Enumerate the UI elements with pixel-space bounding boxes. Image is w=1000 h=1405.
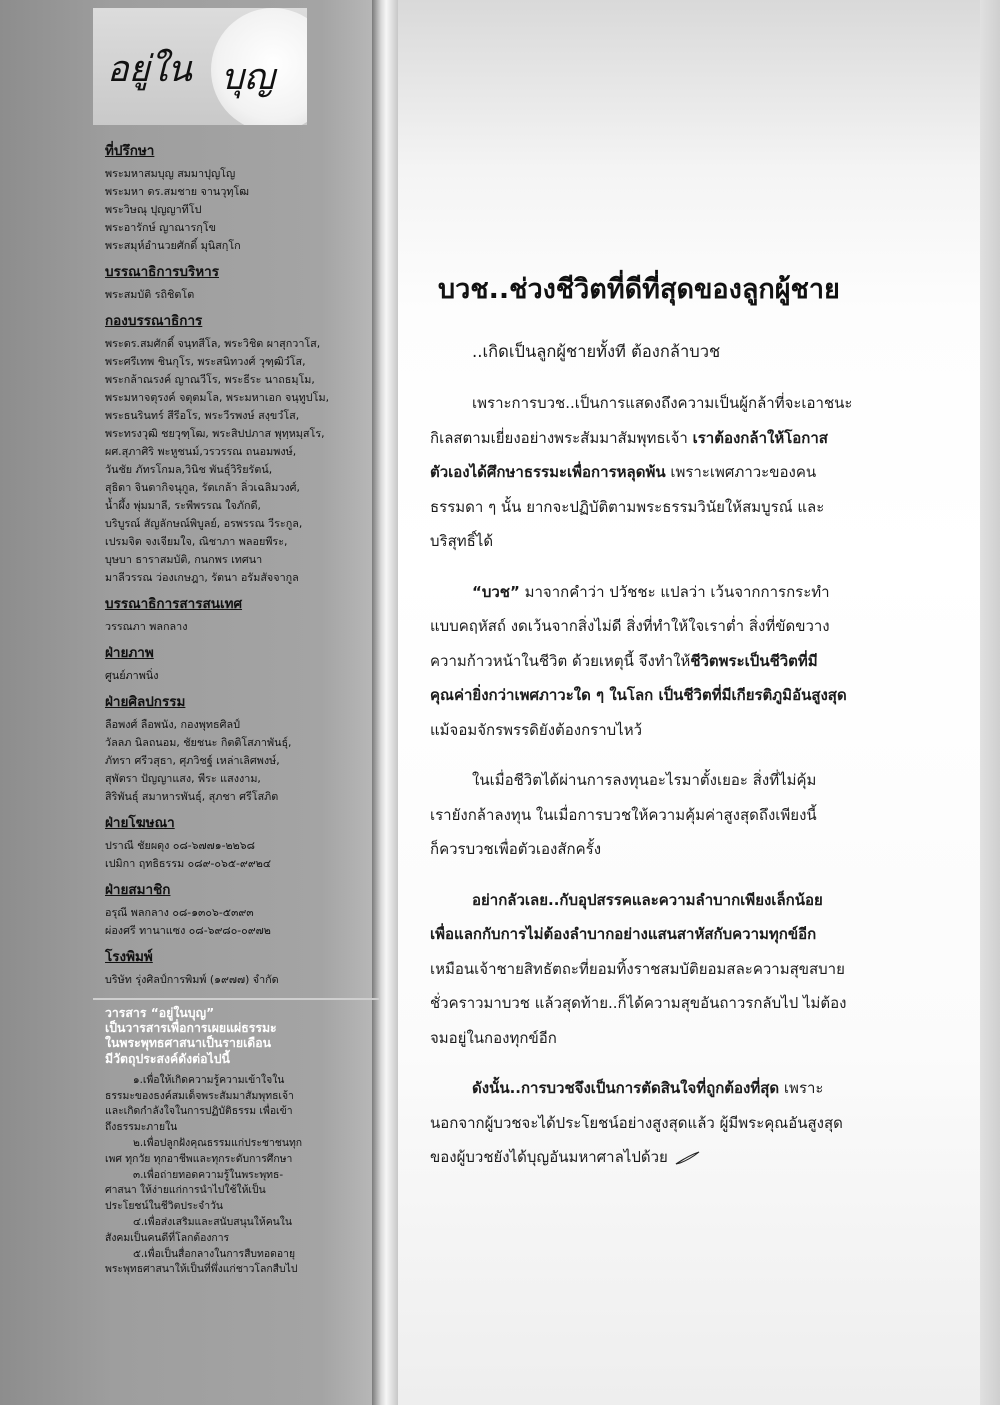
bold-text: เราต้องกล้าให้โอกาส	[692, 428, 828, 447]
logo-text-1: อยู่ใน	[107, 49, 192, 90]
paragraph-line	[430, 678, 918, 713]
paragraph-line	[430, 952, 918, 987]
article-paragraph	[430, 763, 918, 867]
masthead	[105, 143, 367, 1278]
text-run: ของผู้บวชยังได้บุญอันมหาศาลไปด้วย	[430, 1148, 668, 1166]
article-body	[430, 386, 918, 1191]
book-spine	[372, 0, 398, 1405]
masthead-line: เปมิกา ฤทธิธรรม ๐๘๙-๐๖๕-๙๙๒๔	[105, 857, 272, 870]
bold-text: ตัวเองได้ศึกษาธรรมะเพื่อการหลุดพ้น	[430, 463, 666, 481]
paragraph-line	[430, 1106, 918, 1141]
quill-pen-icon	[674, 1151, 700, 1165]
objective-line: ศาสนา ให้ง่ายแก่การนำไปใช้ให้เป็น	[105, 1184, 266, 1197]
objective-line: ๕.เพื่อเป็นสื่อกลางในการสืบทอดอายุ	[133, 1247, 296, 1260]
masthead-line: วรรณภา พลกลาง	[105, 620, 188, 633]
bold-text: “บวช”	[472, 582, 520, 601]
paragraph-line	[430, 1021, 918, 1056]
paragraph-line	[430, 524, 918, 559]
about-title-line: ในพระพุทธศาสนาเป็นรายเดือน	[105, 1036, 272, 1051]
text-run: ในเมื่อชีวิตได้ผ่านการลงทุนอะไรมาตั้งเยอะ สิ่งที่ไม่คุ้ม	[472, 771, 817, 789]
masthead-line: วัลลภ นิลถนอม, ชัยชนะ กิตติโสภาพันธุ์,	[105, 736, 292, 749]
page-edge	[980, 0, 1000, 1405]
masthead-line: บริบูรณ์ สัญลักษณ์พิบูลย์, อรพรรณ วีระกูล,	[105, 517, 303, 530]
objective-line: ๑.เพื่อให้เกิดความรู้ความเข้าใจใน	[133, 1073, 285, 1086]
text-run: ชั่วคราวมาบวช แล้วสุดท้าย..ก็ได้ความสุขอันถาวรกลับไป ไม่ต้อง	[430, 994, 847, 1012]
masthead-section	[105, 264, 367, 304]
text-run: แม้จอมจักรพรรดิยังต้องกราบไหว้	[430, 720, 643, 739]
paragraph-line	[430, 609, 918, 644]
paragraph-line	[430, 798, 918, 833]
masthead-line: พระสมุห์อำนวยศักดิ์ มุนิสกฺโก	[105, 239, 241, 252]
paragraph-line	[430, 386, 918, 421]
about-title-line: วารสาร “อยู่ในบุญ”	[105, 1006, 215, 1020]
paragraph-line	[430, 455, 918, 490]
masthead-section	[105, 694, 367, 806]
text-run: ก็ควรบวชเพื่อตัวเองสักครั้ง	[430, 840, 602, 858]
bold-text: อย่ากลัวเลย..กับอุปสรรคและความลำบากเพียงเล็กน้อย	[472, 890, 823, 909]
masthead-line: พระกล้าณรงค์ ญาณวีโร, พระธีระ นาถธมฺโม,	[105, 373, 315, 386]
paragraph-line	[430, 917, 918, 952]
masthead-line: สิริพันธุ์ สมาหารพันธุ์, สุภชา ศรีโสภิต	[105, 790, 279, 803]
text-run: เหมือนเจ้าชายสิทธัตถะที่ยอมทิ้งราชสมบัติยอมสละความสุขสบาย	[430, 959, 845, 978]
objective-line: ๔.เพื่อส่งเสริมและสนับสนุนให้คนใน	[133, 1215, 292, 1228]
objective-line: ประโยชน์ในชีวิตประจำวัน	[105, 1200, 224, 1213]
article-paragraph	[430, 883, 918, 1056]
masthead-line: พระมหา ดร.สมชาย จานวุทฺโฒ	[105, 185, 250, 198]
masthead-line: พระทรงวุฒิ ชยวุฑฺโฒ, พระสิปปภาส พุทฺหมฺสโร,	[105, 427, 325, 440]
paragraph-line	[430, 763, 918, 798]
text-run: เพราะเพศภาวะของคน	[665, 463, 817, 481]
text-run: มาจากคำว่า ปวัชชะ แปลว่า เว้นจากการกระทำ	[519, 582, 830, 601]
paragraph-line	[430, 832, 918, 867]
objective-line: ๒.เพื่อปลูกฝังคุณธรรมแก่ประชาชนทุก	[133, 1137, 303, 1149]
bold-text: เพื่อแลกกับการไม่ต้องลำบากอย่างแสนสาหัสกับความทุกข์อีก	[430, 925, 817, 943]
paragraph-line	[430, 713, 918, 748]
masthead-line: มาลีวรรณ ว่องเกษฎา, รัตนา อรัมสัจจากูล	[105, 571, 299, 584]
logo-text-2: บุญ	[221, 57, 275, 98]
masthead-line: พระดร.สมศักดิ์ จนฺทสีโล, พระวิชิต ผาสุกวาโส,	[105, 337, 321, 350]
article-headline: บวช..ช่วงชีวิตที่ดีที่สุดของลูกผู้ชาย	[438, 274, 840, 305]
masthead-section-title: ฝ่ายสมาชิก	[105, 882, 171, 898]
masthead-line: ศูนย์ภาพนิ่ง	[105, 669, 159, 682]
masthead-section-title: ฝ่ายภาพ	[105, 645, 154, 661]
masthead-line: ผ่องศรี ทานาแซง ๐๘-๖๙๘๐-๐๙๗๒	[105, 924, 271, 937]
masthead-section-title: โรงพิมพ์	[105, 949, 153, 965]
bold-text: ดังนั้น..การบวชจึงเป็นการตัดสินใจที่ถูกต้องที่สุด	[472, 1079, 780, 1097]
text-run: เรายังกล้าลงทุน ในเมื่อการบวชให้ความคุ้มค่าสูงสุดถึงเพียงนี้	[430, 805, 817, 824]
article-paragraph	[430, 386, 918, 559]
masthead-section	[105, 882, 367, 940]
masthead-line: พระสมบัติ รถิชิตโต	[105, 288, 195, 301]
text-run: ธรรมดา ๆ นั้น ยากจะปฏิบัติตามพระธรรมวินัยให้สมบูรณ์ และ	[430, 497, 825, 516]
text-run: จมอยู่ในกองทุกข์อีก	[430, 1028, 557, 1047]
article-subheadline: ..เกิดเป็นลูกผู้ชายทั้งที ต้องกล้าบวช	[472, 342, 721, 361]
masthead-section	[105, 645, 367, 685]
masthead-section-title: บรรณาธิการสารสนเทศ	[105, 596, 243, 612]
paragraph-line	[430, 644, 918, 679]
text-run: ความก้าวหน้าในชีวิต ด้วยเหตุนี้ จึงทำให้	[430, 651, 691, 670]
masthead-line: บุษบา ธาราสมบัติ, กนกพร เทศนา	[105, 553, 263, 566]
masthead-line: วันชัย ภัทรโกมล,วินิช พันธุ์วิริยรัตน์,	[105, 463, 273, 476]
text-run: บริสุทธิ์ได้	[430, 532, 494, 550]
masthead-section-title: ฝ่ายศิลปกรรม	[105, 694, 186, 710]
about-journal-title	[105, 1006, 367, 1067]
masthead-section-title: ฝ่ายโฆษณา	[105, 815, 175, 831]
magazine-logo	[93, 8, 307, 125]
objective-line: ถึงธรรมะภายใน	[105, 1121, 178, 1134]
masthead-line: สุพัตรา ปัญญาแสง, พีระ แสงงาม,	[105, 772, 261, 785]
paragraph-line	[430, 1071, 918, 1106]
text-run: นอกจากผู้บวชจะได้ประโยชน์อย่างสูงสุดแล้ว ผู้มีพระคุณอันสูงสุด	[430, 1113, 843, 1132]
masthead-section-title: กองบรรณาธิการ	[105, 313, 203, 329]
objective-line: ธรรมะของธงค์สมเด็จพระสัมมาสัมพุทธเจ้า	[105, 1089, 294, 1102]
masthead-line: ภัทรา ศรีวสุธา, ศุภวิชฐ์ เหล่าเลิศพงษ์,	[105, 754, 280, 767]
text-run: เพราะการบวช..เป็นการแสดงถึงความเป็นผู้กล้าที่จะเอาชนะ	[472, 394, 853, 412]
masthead-line: เปรมจิต จงเจียมใจ, ณิชาภา พลอยพีระ,	[105, 535, 288, 548]
text-run: เพราะ	[779, 1079, 824, 1097]
text-run: แบบคฤหัสถ์ งดเว้นจากสิ่งไม่ดี สิ่งที่ทำให้ใจเราต่ำ สิ่งที่ขัดขวาง	[430, 617, 830, 635]
masthead-section	[105, 143, 367, 255]
paragraph-line	[430, 421, 918, 456]
article-paragraph	[430, 575, 918, 748]
masthead-line: ลือพงศ์ ลือพนัง, กองพุทธศิลป์	[105, 718, 240, 731]
masthead-line: พระวิษณุ ปุญญาทีโป	[105, 203, 202, 216]
masthead-section	[105, 596, 367, 636]
objective-line: และเกิดกำลังใจในการปฏิบัติธรรม เพื่อเข้า	[105, 1105, 293, 1118]
bold-text: ชีวิตพระเป็นชีวิตที่มี	[690, 651, 818, 670]
paragraph-line	[430, 883, 918, 918]
masthead-line: พระมหาสมบุญ สมมาปุญโญ	[105, 167, 236, 180]
paragraph-line	[430, 490, 918, 525]
masthead-line: พระอารักษ์ ญาณารกฺโข	[105, 221, 217, 234]
paragraph-line	[430, 986, 918, 1021]
about-title-line: มีวัตถุประสงค์ดังต่อไปนี้	[105, 1051, 230, 1066]
objective-line: สังคมเป็นคนดีที่โลกต้องการ	[105, 1231, 230, 1244]
about-title-line: เป็นวารสารเพื่อการเผยแผ่ธรรมะ	[105, 1021, 277, 1036]
masthead-line: น้ำผึ้ง พุ่มมาลี, ระพีพรรณ ใจภักดี,	[105, 499, 261, 512]
objective-line: พระพุทธศาสนาให้เป็นที่พึ่งแก่ชาวโลกสืบไป	[105, 1263, 298, 1276]
masthead-section	[105, 815, 367, 873]
masthead-line: พระธนรินทร์ สีรีอโร, พระวีรพงษ์ สงฺขวํโส,	[105, 409, 300, 422]
masthead-line: อรุณี พลกลาง ๐๘-๑๓๐๖-๕๓๙๓	[105, 906, 254, 919]
objective-line: เพศ ทุกวัย ทุกอาชีพและทุกระดับการศึกษา	[105, 1152, 293, 1165]
paragraph-line	[430, 575, 918, 610]
bold-text: คุณค่ายิ่งกว่าเพศภาวะใด ๆ ในโลก เป็นชีวิตที่มีเกียรติภูมิอันสูงสุด	[430, 686, 847, 704]
masthead-section-title: บรรณาธิการบริหาร	[105, 264, 219, 280]
article-paragraph	[430, 1071, 918, 1175]
masthead-line: บริษัท รุ่งศิลป์การพิมพ์ (๑๙๗๗) จำกัด	[105, 973, 279, 986]
paragraph-line	[430, 1140, 918, 1175]
masthead-line: ปราณี ชัยผดุง ๐๘-๖๗๗๑-๒๒๖๘	[105, 839, 255, 852]
masthead-section	[105, 313, 367, 587]
masthead-section-title: ที่ปรึกษา	[105, 143, 155, 159]
masthead-line: พระมหาจตุรงค์ จตุตมโล, พระมหาเอก จนฺทูปโม,	[105, 391, 330, 404]
masthead-line: ผศ.สุภาศิริ พะหูชนม์,วรวรรณ ถนอมพงษ์,	[105, 445, 297, 458]
objective-line: ๓.เพื่อถ่ายทอดความรู้ในพระพุทธ-	[133, 1168, 284, 1181]
masthead-line: พระศรีเทพ ชินกุโร, พระสนิทวงศ์ วุฑฺฒิวํโส,	[105, 355, 306, 368]
masthead-line: สุธิดา จินดากิจนุกูล, รัตเกล้า ลิ่วเฉลิมวงศ์,	[105, 481, 300, 494]
text-run: กิเลสตามเยี่ยงอย่างพระสัมมาสัมพุทธเจ้า	[430, 428, 693, 447]
sidebar-divider	[93, 998, 379, 1000]
masthead-section	[105, 949, 367, 989]
